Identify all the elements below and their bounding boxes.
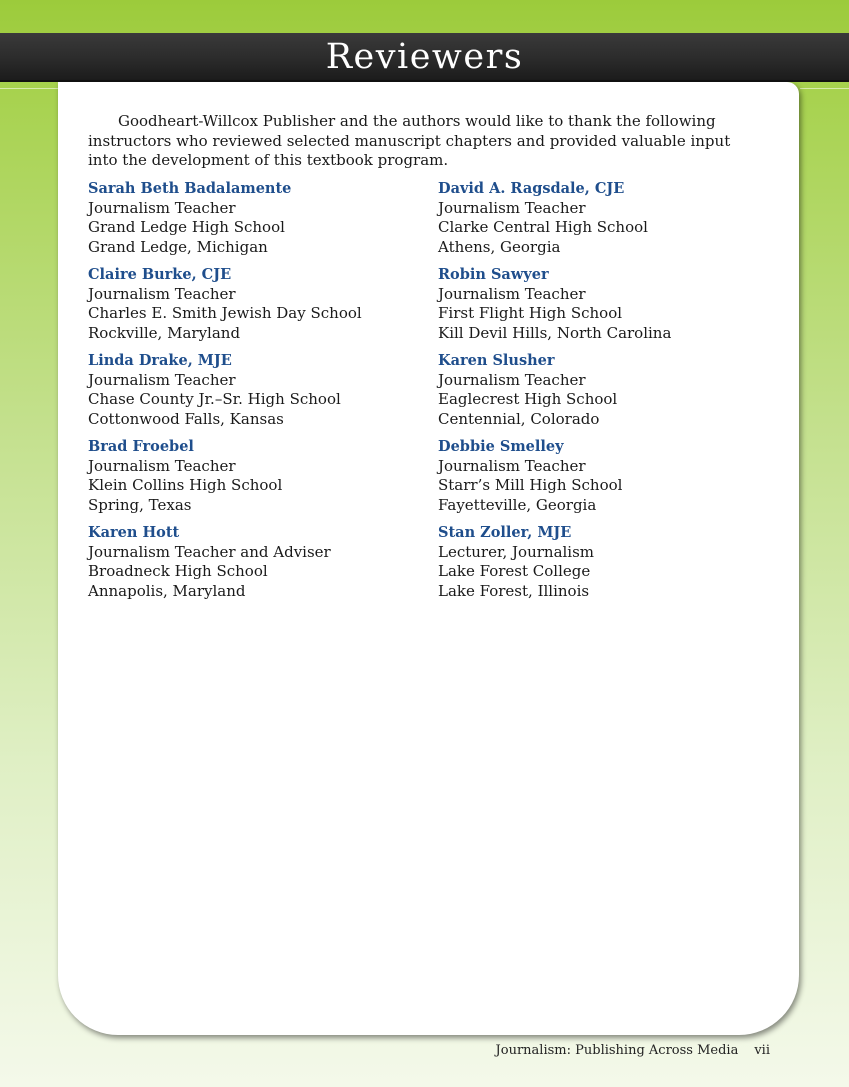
reviewer-entry bbox=[88, 351, 428, 437]
reviewer-column-right bbox=[438, 179, 778, 609]
reviewer-location: Lake Forest, Illinois bbox=[438, 581, 590, 600]
reviewer-location: Centennial, Colorado bbox=[438, 409, 600, 428]
decorative-line-left bbox=[0, 88, 58, 89]
reviewer-entry bbox=[88, 523, 428, 609]
reviewer-role: Journalism Teacher and Adviser bbox=[88, 542, 331, 561]
reviewer-role: Journalism Teacher bbox=[88, 370, 236, 389]
decorative-line-right bbox=[800, 88, 849, 89]
reviewer-location: Kill Devil Hills, North Carolina bbox=[438, 323, 672, 342]
reviewer-name: Claire Burke, CJE bbox=[88, 266, 232, 283]
reviewer-name: Sarah Beth Badalamente bbox=[88, 180, 292, 197]
reviewer-name: Karen Hott bbox=[88, 524, 180, 541]
reviewer-entry bbox=[438, 523, 778, 609]
reviewer-school: Starr’s Mill High School bbox=[438, 476, 623, 494]
reviewer-location: Grand Ledge, Michigan bbox=[88, 237, 268, 256]
reviewer-name: Brad Froebel bbox=[88, 438, 194, 455]
reviewer-entry bbox=[438, 437, 778, 523]
intro-paragraph: Goodheart-Willcox Publisher and the authors would like to thank the following instructors who reviewed selected manuscript chapters and provided valuable input into the development of this textbook program. bbox=[88, 112, 731, 169]
reviewer-location: Rockville, Maryland bbox=[88, 323, 241, 342]
reviewer-school: Clarke Central High School bbox=[438, 218, 648, 236]
page-number: vii bbox=[754, 1043, 770, 1058]
reviewer-school: Eaglecrest High School bbox=[438, 390, 618, 408]
reviewer-school: Chase County Jr.–Sr. High School bbox=[88, 390, 341, 408]
reviewer-role: Journalism Teacher bbox=[438, 370, 586, 389]
reviewer-entry bbox=[438, 351, 778, 437]
reviewer-role: Journalism Teacher bbox=[88, 456, 236, 475]
reviewer-entry bbox=[438, 179, 778, 265]
reviewer-role: Journalism Teacher bbox=[88, 284, 236, 303]
reviewer-school: Klein Collins High School bbox=[88, 476, 283, 494]
reviewer-school: Lake Forest College bbox=[438, 562, 591, 580]
reviewer-entry bbox=[88, 179, 428, 265]
reviewer-name: Linda Drake, MJE bbox=[88, 352, 232, 369]
reviewer-role: Lecturer, Journalism bbox=[438, 542, 595, 561]
reviewer-role: Journalism Teacher bbox=[88, 198, 236, 217]
page-title: Reviewers bbox=[325, 37, 524, 77]
reviewer-location: Fayetteville, Georgia bbox=[438, 495, 597, 514]
reviewer-role: Journalism Teacher bbox=[438, 284, 586, 303]
reviewer-location: Athens, Georgia bbox=[438, 237, 561, 256]
reviewer-name: Karen Slusher bbox=[438, 352, 555, 369]
reviewer-school: Charles E. Smith Jewish Day School bbox=[88, 304, 362, 322]
reviewer-role: Journalism Teacher bbox=[438, 198, 586, 217]
reviewer-entry bbox=[438, 265, 778, 351]
reviewer-entry bbox=[88, 437, 428, 523]
reviewer-name: Robin Sawyer bbox=[438, 266, 549, 283]
title-bar bbox=[0, 33, 849, 82]
reviewer-name: Stan Zoller, MJE bbox=[438, 524, 572, 541]
reviewer-name: David A. Ragsdale, CJE bbox=[438, 180, 625, 197]
footer-book-title: Journalism: Publishing Across Media bbox=[495, 1043, 739, 1058]
reviewer-school: Broadneck High School bbox=[88, 562, 268, 580]
reviewer-location: Cottonwood Falls, Kansas bbox=[88, 409, 284, 428]
reviewer-column-left bbox=[88, 179, 428, 609]
reviewer-location: Spring, Texas bbox=[88, 495, 192, 514]
reviewer-role: Journalism Teacher bbox=[438, 456, 586, 475]
reviewer-name: Debbie Smelley bbox=[438, 438, 564, 455]
reviewer-entry bbox=[88, 265, 428, 351]
page-footer bbox=[0, 1043, 770, 1058]
reviewer-location: Annapolis, Maryland bbox=[88, 581, 246, 600]
reviewer-school: First Flight High School bbox=[438, 304, 623, 322]
reviewer-school: Grand Ledge High School bbox=[88, 218, 285, 236]
